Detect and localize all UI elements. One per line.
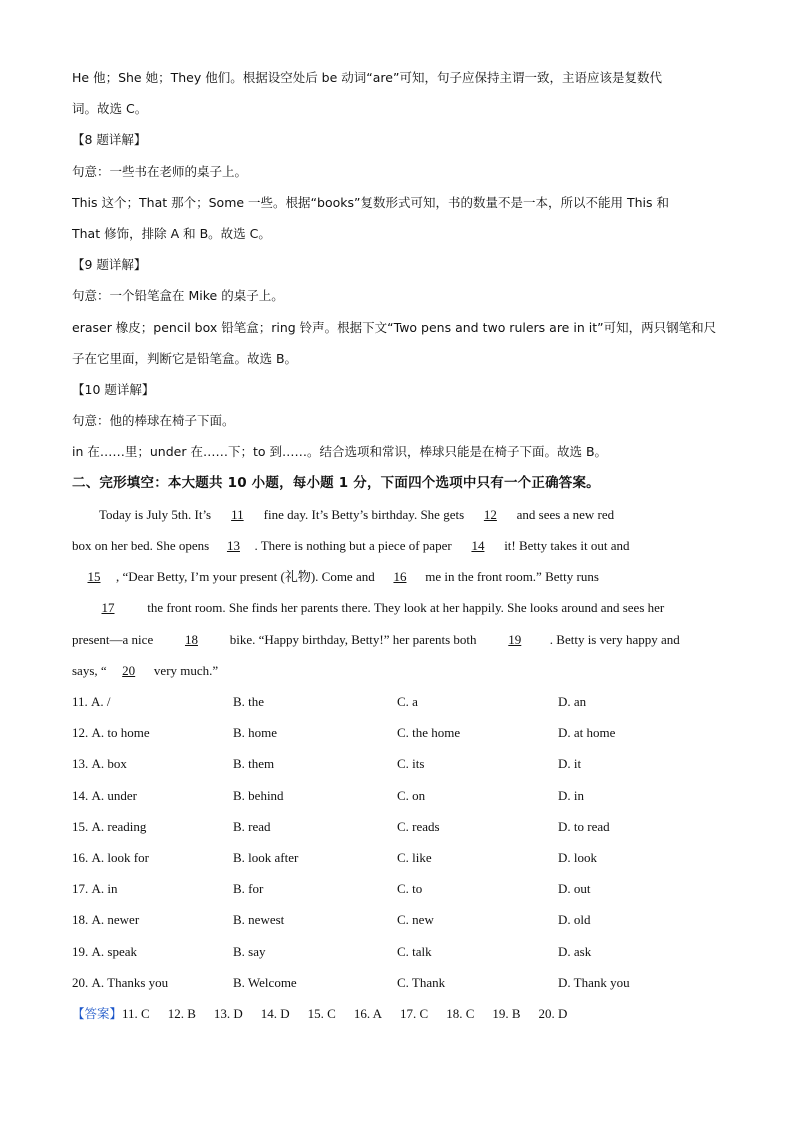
option-b: B. say [233, 943, 266, 959]
q8-heading: 【8 题详解】 [72, 132, 147, 148]
option-d: D. ask [558, 943, 592, 959]
q9-explanation-line2: 子在它里面，判断它是铅笔盒。故选 B。 [72, 350, 298, 366]
option-a: A. under [91, 787, 137, 803]
option-c: C. talk [397, 943, 432, 959]
question-number: 15. [72, 818, 89, 834]
question-number: 17. [72, 881, 89, 897]
question-row [72, 780, 722, 811]
question-number: 20. [72, 974, 89, 990]
question-options [72, 686, 722, 998]
option-d: D. an [558, 694, 587, 710]
option-d: D. Thank you [558, 974, 630, 990]
passage-text: it! Betty takes it out and [500, 538, 630, 554]
option-c: C. to [397, 881, 423, 897]
question-number: 11. [72, 694, 88, 710]
passage-text: the front room. She finds her parents there. They look at her happily. She looks around and sees her [144, 600, 665, 616]
q9-heading: 【9 题详解】 [72, 257, 147, 273]
passage-line-2 [72, 530, 722, 561]
answer-item: 16. A [353, 1006, 383, 1022]
answer-item: 11. C [122, 1006, 150, 1022]
option-b: B. the [233, 694, 265, 710]
cloze-passage [72, 499, 722, 686]
q7-explanation-line2: 词。故选 C。 [72, 101, 148, 117]
q9-explanation-line1: eraser 橡皮；pencil box 铅笔盒；ring 铃声。根据下文“Two pens and two rulers are in it”可知，两只钢笔和尺 [72, 319, 717, 335]
q10-heading: 【10 题详解】 [72, 382, 155, 398]
option-c: C. on [397, 787, 426, 803]
option-a: A. / [91, 694, 111, 710]
question-number: 13. [72, 756, 89, 772]
option-d: D. to read [558, 818, 610, 834]
answer-item: 17. C [400, 1006, 429, 1022]
option-c: C. like [397, 850, 432, 866]
option-a: A. box [91, 756, 127, 772]
option-d: D. look [558, 850, 597, 866]
passage-line-5 [72, 624, 722, 655]
option-a: A. look for [91, 850, 149, 866]
answer-label: 【答案】 [72, 1006, 123, 1022]
option-b: B. newest [233, 912, 285, 928]
passage-line-6 [72, 655, 722, 686]
question-row [72, 717, 722, 748]
question-number: 14. [72, 787, 89, 803]
passage-text: , “Dear Betty, I’m your present (礼物). Come and [116, 569, 378, 585]
option-a: A. to home [91, 725, 150, 741]
blank-16: 16 [393, 569, 407, 585]
answer-item: 18. C [446, 1006, 475, 1022]
blank-20: 20 [122, 662, 136, 678]
option-a: A. in [91, 881, 118, 897]
q10-meaning: 句意：他的棒球在椅子下面。 [72, 413, 235, 429]
q10-explanation: in 在……里；under 在……下；to 到……。结合选项和常识，棒球只能是在椅子下面。故选 B。 [72, 444, 608, 460]
question-number: 16. [72, 850, 89, 866]
option-c: C. reads [397, 818, 440, 834]
blank-19: 19 [508, 631, 522, 647]
blank-18: 18 [184, 631, 198, 647]
option-d: D. in [558, 787, 584, 803]
option-b: B. look after [233, 850, 299, 866]
option-d: D. out [558, 881, 591, 897]
passage-text: Today is July 5th. It’s [99, 506, 215, 522]
option-a: A. Thanks you [91, 974, 169, 990]
option-c: C. the home [397, 725, 461, 741]
q9-meaning: 句意：一个铅笔盒在 Mike 的桌子上。 [72, 288, 284, 304]
option-c: C. Thank [397, 974, 446, 990]
passage-line-4 [72, 592, 722, 623]
passage-text: me in the front room.” Betty runs [421, 569, 599, 585]
question-row [72, 904, 722, 935]
answer-item: 12. B [167, 1006, 196, 1022]
answer-key [72, 998, 722, 1029]
option-c: C. its [397, 756, 425, 772]
passage-text: very much.” [150, 662, 219, 678]
answer-item: 20. D [538, 1006, 568, 1022]
answer-item: 19. B [492, 1006, 521, 1022]
cloze-section-title: 二、完形填空：本大题共 10 小题，每小题 1 分，下面四个选项中只有一个正确答案。 [72, 474, 600, 491]
passage-text: and sees a new red [513, 506, 615, 522]
document-page [72, 62, 722, 1029]
passage-text: bike. “Happy birthday, Betty!” her parents both [226, 631, 480, 647]
passage-line-1 [72, 499, 722, 530]
question-number: 19. [72, 943, 89, 959]
option-b: B. read [233, 818, 271, 834]
option-d: D. at home [558, 725, 616, 741]
option-a: A. reading [91, 818, 147, 834]
question-row [72, 811, 722, 842]
option-b: B. them [233, 756, 275, 772]
blank-15: 15 [87, 569, 101, 585]
blank-11: 11 [231, 506, 244, 522]
question-number: 12. [72, 725, 89, 741]
option-b: B. Welcome [233, 974, 297, 990]
option-b: B. behind [233, 787, 284, 803]
answer-item: 15. C [307, 1006, 336, 1022]
passage-line-3 [72, 561, 722, 592]
option-a: A. newer [91, 912, 140, 928]
question-row [72, 686, 722, 717]
question-row [72, 748, 722, 779]
passage-text: fine day. It’s Betty’s birthday. She gets [260, 506, 468, 522]
option-d: D. it [558, 756, 582, 772]
question-row [72, 842, 722, 873]
passage-text: box on her bed. She opens [72, 538, 213, 554]
q8-meaning: 句意：一些书在老师的桌子上。 [72, 163, 248, 179]
option-d: D. old [558, 912, 591, 928]
blank-14: 14 [471, 538, 485, 554]
answer-item: 13. D [213, 1006, 243, 1022]
question-number: 18. [72, 912, 89, 928]
question-row [72, 873, 722, 904]
q8-explanation-line1: This 这个；That 那个；Some 一些。根据“books”复数形式可知，书的数量不是一本，所以不能用 This 和 [72, 194, 669, 210]
blank-17: 17 [101, 600, 115, 616]
blank-12: 12 [483, 506, 497, 522]
passage-text: present—a nice [72, 631, 157, 647]
option-b: B. for [233, 881, 264, 897]
q7-explanation-line1: He 他；She 她；They 他们。根据设空处后 be 动词“are”可知，句子应保持主谓一致，主语应该是复数代 [72, 70, 662, 85]
question-row [72, 936, 722, 967]
option-a: A. speak [91, 943, 137, 959]
passage-text: . Betty is very happy and [549, 631, 680, 647]
q8-explanation-line2: That 修饰，排除 A 和 B。故选 C。 [72, 226, 271, 242]
passage-text: says, “ [72, 662, 107, 678]
question-row [72, 967, 722, 998]
blank-13: 13 [226, 538, 240, 554]
option-c: C. a [397, 694, 418, 710]
passage-text: . There is nothing but a piece of paper [254, 538, 455, 554]
option-c: C. new [397, 912, 434, 928]
option-b: B. home [233, 725, 278, 741]
answer-item: 14. D [260, 1006, 290, 1022]
